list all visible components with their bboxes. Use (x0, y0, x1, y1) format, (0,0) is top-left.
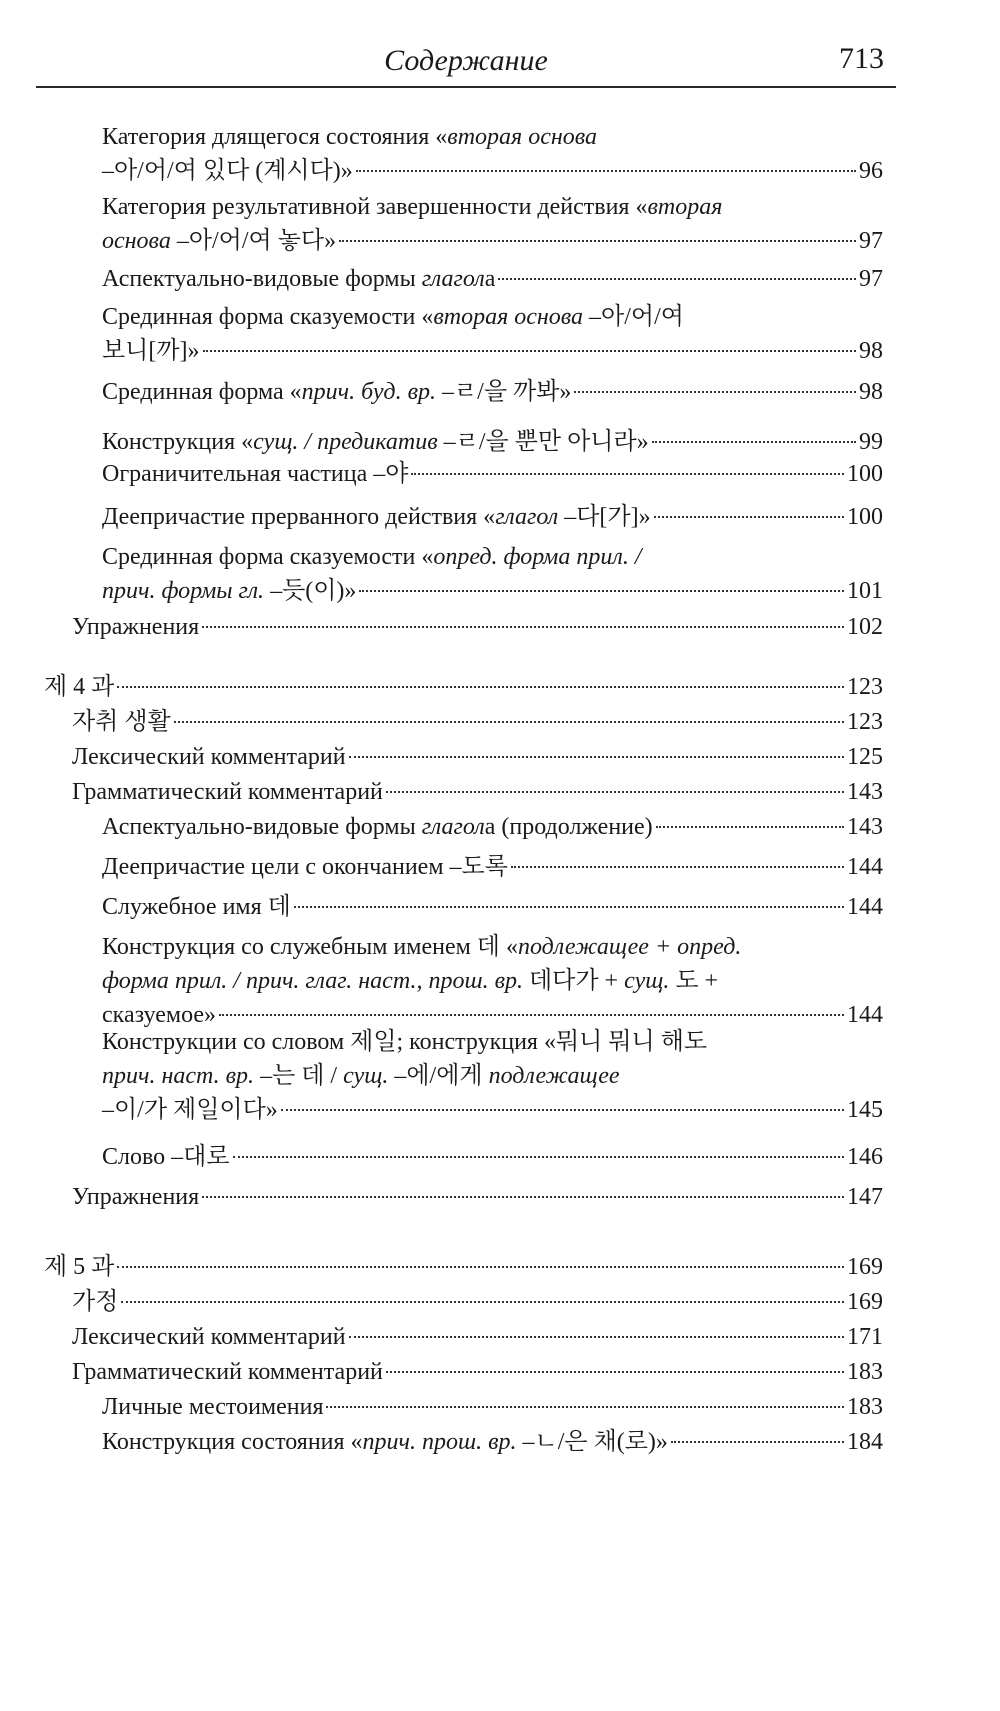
dot-leader (654, 516, 844, 518)
toc-page-number: 98 (859, 379, 883, 405)
toc-page-number: 143 (847, 779, 883, 805)
toc-entry[interactable] (102, 810, 883, 844)
toc-entry-text: Срединная форма сказуемости «вторая основа –아/어/여 (102, 304, 684, 330)
toc-entry[interactable] (102, 425, 883, 459)
toc-entry-text: Грамматический комментарий (72, 779, 383, 805)
dot-leader (202, 626, 844, 628)
toc-page-number: 123 (847, 709, 883, 735)
toc-entry[interactable] (102, 1425, 883, 1459)
toc-entry[interactable] (102, 1390, 883, 1424)
toc-page-number: 145 (847, 1097, 883, 1123)
toc-entry[interactable] (102, 540, 883, 608)
toc-entry[interactable] (72, 1285, 883, 1319)
toc-page-number: 97 (859, 266, 883, 292)
toc-page-number: 184 (847, 1429, 883, 1455)
toc-entry-text: Аспектуально-видовые формы глагола (102, 266, 496, 292)
toc-page-number: 123 (847, 674, 883, 700)
toc-page-number: 101 (847, 578, 883, 604)
dot-leader (574, 391, 856, 393)
toc-entry[interactable] (44, 1250, 883, 1284)
toc-page-number: 99 (859, 429, 883, 455)
toc-entry[interactable] (72, 705, 883, 739)
toc-page-number: 169 (847, 1289, 883, 1315)
toc-entry[interactable] (72, 740, 883, 774)
toc-page-number: 97 (859, 228, 883, 254)
toc-entry[interactable] (44, 670, 883, 704)
dot-leader (294, 906, 844, 908)
toc-page-number: 100 (847, 461, 883, 487)
toc-entry-text: Категория результативной завершенности действия «вторая (102, 194, 723, 220)
toc-entry-text: Упражнения (72, 614, 200, 640)
dot-leader (117, 686, 844, 688)
dot-leader (359, 590, 844, 592)
toc-page-number: 183 (847, 1359, 883, 1385)
toc-entry-text: сказуемое» (102, 1002, 217, 1028)
toc-page-number: 100 (847, 504, 883, 530)
dot-leader (349, 1336, 844, 1338)
dot-leader (671, 1441, 844, 1443)
toc-entry-text: Конструкция со служебным именем 데 «подлежащее + опред. (102, 934, 742, 960)
toc-entry[interactable] (102, 457, 883, 491)
toc-entry-text: основа –아/어/여 놓다» (102, 228, 337, 254)
toc-entry-text: Категория длящегося состояния «вторая основа (102, 124, 597, 150)
dot-leader (498, 278, 856, 280)
toc-entry-text: Слово –대로 (102, 1144, 230, 1170)
toc-entry[interactable] (102, 300, 883, 368)
toc-page-number: 96 (859, 158, 883, 184)
toc-page-number: 102 (847, 614, 883, 640)
toc-entry-text: –아/어/여 있다 (계시다)» (102, 158, 353, 184)
dot-leader (356, 170, 856, 172)
dot-leader (386, 1371, 844, 1373)
toc-entry-text: 제 4 과 (44, 674, 115, 700)
toc-page-number: 125 (847, 744, 883, 770)
toc-entry-text: Конструкции со словом 제일; конструкция «뭐니 뭐니 해도 (102, 1029, 708, 1055)
dot-leader (117, 1266, 844, 1268)
toc-page-number: 144 (847, 1002, 883, 1028)
dot-leader (511, 866, 844, 868)
toc-entry-text: Деепричастие прерванного действия «глагол –다[가]» (102, 504, 651, 530)
dot-leader (339, 240, 856, 242)
toc-entry[interactable] (102, 890, 883, 924)
dot-leader (203, 350, 856, 352)
toc-entry-text: Ограничительная частица –야 (102, 461, 409, 487)
toc-entry[interactable] (102, 120, 883, 188)
toc-entry-text: прич. наст. вр. –는 데 / сущ. –에/에게 подлежащее (102, 1063, 620, 1089)
toc-entry-text: Грамматический комментарий (72, 1359, 383, 1385)
toc-page-number: 169 (847, 1254, 883, 1280)
dot-leader (121, 1301, 844, 1303)
toc-entry[interactable] (102, 262, 883, 296)
dot-leader (411, 473, 844, 475)
toc-page-number: 98 (859, 338, 883, 364)
toc-entry-text: форма прил. / прич. глаг. наст., прош. вр. 데다가 + сущ. 도 + (102, 968, 719, 994)
toc-entry[interactable] (102, 375, 883, 409)
toc-entry-text: Лексический комментарий (72, 1324, 346, 1350)
toc-entry-text: Личные местоимения (102, 1394, 324, 1420)
toc-entry-text: Служебное имя 데 (102, 894, 291, 920)
toc-entry-text: –이/가 제일이다» (102, 1097, 278, 1123)
toc-entry-text: Деепричастие цели с окончанием –도록 (102, 854, 508, 880)
dot-leader (326, 1406, 844, 1408)
toc-entry-text: Конструкция состояния «прич. прош. вр. –ㄴ/은 채(로)» (102, 1429, 668, 1455)
toc-entry-text: Лексический комментарий (72, 744, 346, 770)
toc-entry-text: 제 5 과 (44, 1254, 115, 1280)
toc-entry-text: 자취 생활 (72, 709, 171, 735)
toc-entry-text: 가정 (72, 1289, 119, 1315)
dot-leader (233, 1156, 844, 1158)
dot-leader (219, 1014, 844, 1016)
toc-entry[interactable] (72, 1355, 883, 1389)
toc-entry-text: 보니[까]» (102, 338, 200, 364)
toc-entry-text: Срединная форма сказуемости «опред. форма прил. / (102, 544, 642, 570)
toc-entry-text: Упражнения (72, 1184, 200, 1210)
toc-entry[interactable] (102, 930, 883, 1032)
page-header (36, 38, 896, 88)
toc-entry-text: Конструкция «сущ. / предикатив –ㄹ/을 뿐만 아니라» (102, 429, 649, 455)
toc-entry[interactable] (102, 500, 883, 534)
dot-leader (202, 1196, 844, 1198)
toc-page-number: 146 (847, 1144, 883, 1170)
dot-leader (656, 826, 844, 828)
running-title: Содержание (384, 44, 548, 77)
dot-leader (652, 441, 856, 443)
toc-entry-text: прич. формы гл. –듯(이)» (102, 578, 357, 604)
toc-entry[interactable] (102, 190, 883, 258)
toc-page-number: 147 (847, 1184, 883, 1210)
toc-entry[interactable] (72, 1320, 883, 1354)
dot-leader (386, 791, 844, 793)
page-number: 713 (839, 42, 884, 75)
toc-page-number: 171 (847, 1324, 883, 1350)
toc-entry-text: Срединная форма «прич. буд. вр. –ㄹ/을 까봐» (102, 379, 572, 405)
toc-entry[interactable] (102, 850, 883, 884)
toc-entry[interactable] (72, 775, 883, 809)
toc-page-number: 143 (847, 814, 883, 840)
toc-entry[interactable] (72, 1180, 883, 1214)
toc-entry[interactable] (72, 610, 883, 644)
toc-page-number: 144 (847, 854, 883, 880)
toc-entry[interactable] (102, 1140, 883, 1174)
dot-leader (174, 721, 844, 723)
toc-entry[interactable] (102, 1025, 883, 1127)
toc-entry-text: Аспектуально-видовые формы глагола (продолжение) (102, 814, 653, 840)
dot-leader (281, 1109, 844, 1111)
toc-page-number: 144 (847, 894, 883, 920)
toc-page-number: 183 (847, 1394, 883, 1420)
dot-leader (349, 756, 844, 758)
